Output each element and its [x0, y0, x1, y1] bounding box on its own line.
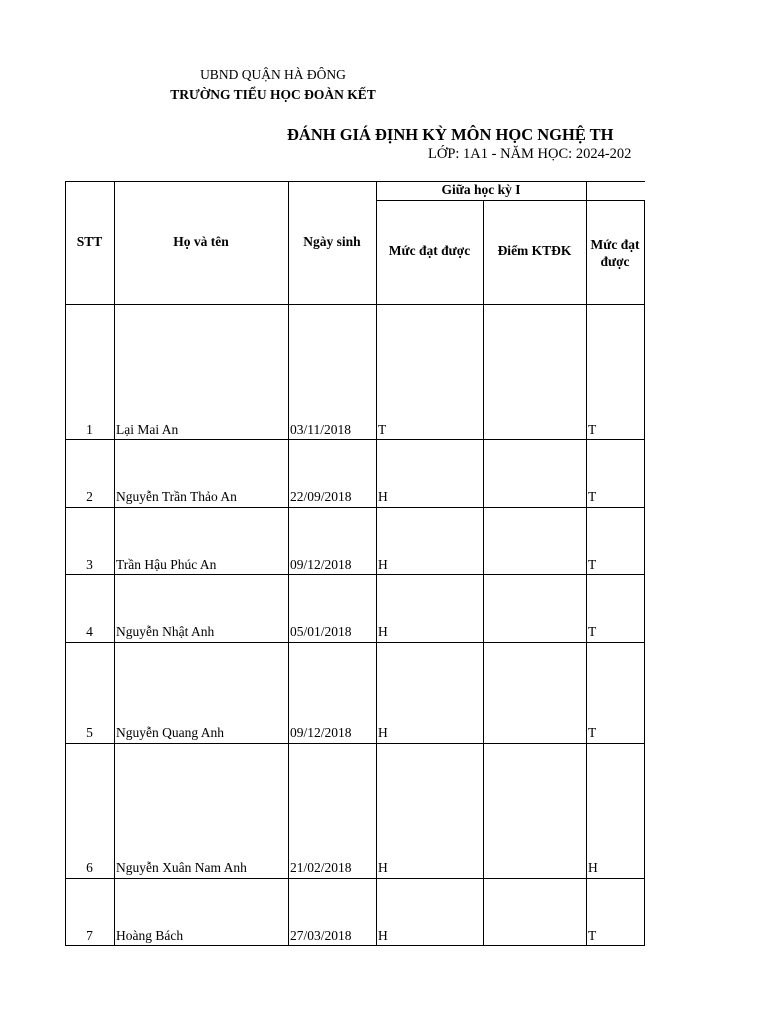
- cell-level: H: [378, 624, 388, 639]
- cell-name: Nguyễn Quang Anh: [116, 725, 224, 740]
- cell-level: H: [378, 860, 388, 875]
- col-group-midterm: Giữa học kỳ I: [441, 182, 521, 197]
- cell-dob: 22/09/2018: [290, 489, 352, 504]
- cell-dob: 09/12/2018: [290, 557, 352, 572]
- cell-name: Hoàng Bách: [116, 928, 184, 943]
- cell-level-2: T: [588, 557, 597, 572]
- col-header-dob: Ngày sinh: [303, 234, 361, 249]
- col-header-level: Mức đạt được: [388, 243, 471, 258]
- cell-level-2: H: [588, 860, 598, 875]
- cell-name: Nguyễn Trần Thảo An: [116, 489, 237, 504]
- cell-dob: 03/11/2018: [290, 422, 352, 437]
- cell-dob: 21/02/2018: [290, 860, 352, 875]
- cell-dob: 27/03/2018: [290, 928, 352, 943]
- cell-stt: 6: [86, 860, 93, 875]
- cell-stt: 3: [86, 557, 93, 572]
- cell-level-2: T: [588, 422, 597, 437]
- cell-level-2: T: [588, 489, 597, 504]
- cell-level: T: [378, 422, 387, 437]
- col-header-stt: STT: [76, 234, 103, 249]
- school-name: TRƯỜNG TIỂU HỌC ĐOÀN KẾT: [170, 87, 376, 102]
- cell-stt: 2: [86, 489, 93, 504]
- cell-name: Nguyễn Xuân Nam Anh: [116, 860, 247, 875]
- document-title: ĐÁNH GIÁ ĐỊNH KỲ MÔN HỌC NGHỆ TH: [287, 125, 614, 144]
- cell-dob: 05/01/2018: [290, 624, 352, 639]
- cell-level-2: T: [588, 725, 597, 740]
- cell-name: Trần Hậu Phúc An: [116, 557, 217, 572]
- cell-level-2: T: [588, 624, 597, 639]
- cell-level: H: [378, 489, 388, 504]
- col-header-score: Điểm KTĐK: [497, 243, 572, 258]
- cell-dob: 09/12/2018: [290, 725, 352, 740]
- cell-stt: 7: [86, 928, 93, 943]
- cell-stt: 1: [86, 422, 93, 437]
- col-header-name: Họ và tên: [173, 234, 229, 249]
- cell-level: H: [378, 725, 388, 740]
- document-subtitle: LỚP: 1A1 - NĂM HỌC: 2024-202: [428, 146, 632, 162]
- cell-name: Nguyễn Nhật Anh: [116, 624, 215, 639]
- cell-stt: 5: [86, 725, 93, 740]
- col-header-level-2: Mức đạt được: [590, 237, 640, 269]
- district-name: UBND QUẬN HÀ ĐÔNG: [200, 67, 346, 82]
- cell-level: H: [378, 557, 388, 572]
- cell-name: Lại Mai An: [116, 422, 179, 437]
- cell-level: H: [378, 928, 388, 943]
- cell-stt: 4: [86, 624, 93, 639]
- cell-level-2: T: [588, 928, 597, 943]
